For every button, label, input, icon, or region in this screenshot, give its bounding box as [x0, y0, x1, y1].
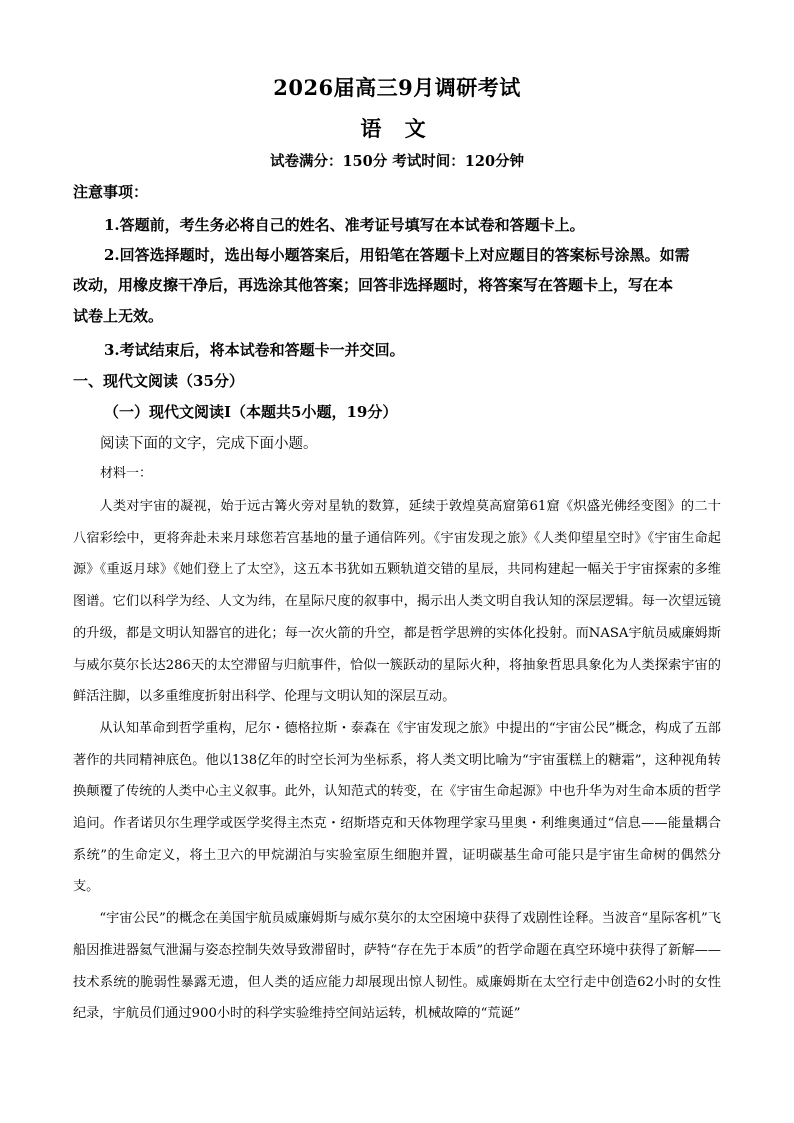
notice-item-3: 3.考试结束后，将本试卷和答题卡一并交回。: [104, 341, 405, 359]
passage-paragraph: 人类对宇宙的凝视，始于远古篝火旁对星轨的数算，延续于敦煌莫高窟第61窟《炽盛光佛经变图》的二十八宿彩绘中，更将奔赴未来月球您若宫基地的量子通信阵列。《宇宙发现之旅》《人类仰望星空时》《宇宙生命起源》《重返月球》《她们登上了太空》，这五本书犹如五颗轨道交错的星辰，共同构建起一幅关于宇宙探索的多维图谱。它们以科学为经、人文为纬，在星际尺度的叙事中，揭示出人类文明自我认知的深层逻辑。每一次望远镜的升级，都是文明认知器官的进化；每一次火箭的升空，都是哲学思辨的实体化投射。而NASA宇航员威廉姆斯与威尔莫尔长达286天的太空滞留与归航事件，恰似一簇跃动的星际火种，将抽象哲思具象化为人类探索宇宙的鲜活注脚，以多重维度折射出科学、伦理与文明认知的深层互动。: [73, 499, 721, 705]
passage-paragraph: “宇宙公民”的概念在美国宇航员威廉姆斯与威尔莫尔的太空困境中获得了戏剧性诠释。当波音“星际客机”飞船因推进器氦气泄漏与姿态控制失效导致滞留时，萨特“存在先于本质”的哲学命题在真空环境中获得了新解——技术系统的脆弱性暴露无遗，但人类的适应能力却展现出惊人韧性。威廉姆斯在太空行走中创造62小时的女性纪录，宇航员们通过900小时的科学实验维持空间站运转，机械故障的“荒诞”: [73, 911, 721, 1022]
section-heading: 一、现代文阅读（35分）: [73, 372, 244, 390]
notice-item-2-line-3: 试卷上无效。: [73, 307, 164, 325]
passage-body: [73, 491, 721, 1030]
notice-item-2-line-1: 2.回答选择题时，选出每小题答案后，用铅笔在答题卡上对应题目的答案标号涂黑。如需: [104, 246, 690, 264]
reading-instruction: 阅读下面的文字，完成下面小题。: [100, 436, 318, 452]
notice-item-1: 1.答题前，考生务必将自己的姓名、准考证号填写在本试卷和答题卡上。: [104, 216, 585, 234]
exam-info: 试卷满分：150分 考试时间：120分钟: [269, 153, 525, 170]
exam-title: 2026届高三9月调研考试: [273, 75, 521, 100]
subject-title: 语 文: [360, 116, 434, 141]
material-label: 材料一：: [100, 466, 153, 481]
notice-heading: 注意事项：: [73, 183, 149, 201]
subsection-heading: （一）现代文阅读Ⅰ（本题共5小题，19分）: [104, 403, 398, 421]
notice-item-2-line-2: 改动，用橡皮擦干净后，再选涂其他答案；回答非选择题时，将答案写在答题卡上，写在本: [73, 276, 674, 294]
passage-paragraph: 从认知革命到哲学重构，尼尔・德格拉斯・泰森在《宇宙发现之旅》中提出的“宇宙公民”概念，构成了五部著作的共同精神底色。他以138亿年的时空长河为坐标系，将人类文明比喻为“宇宙蛋糕上的糖霜”，这种视角转换颠覆了传统的人类中心主义叙事。此外，认知范式的转变，在《宇宙生命起源》中也升华为对生命本质的哲学追问。作者诺贝尔生理学或医学奖得主杰克・绍斯塔克和天体物理学家马里奥・利维奥通过“信息——能量耦合系统”的生命定义，将土卫六的甲烷湖泊与实验室原生细胞并置，证明碳基生命可能只是宇宙生命树的偶然分支。: [73, 720, 721, 895]
